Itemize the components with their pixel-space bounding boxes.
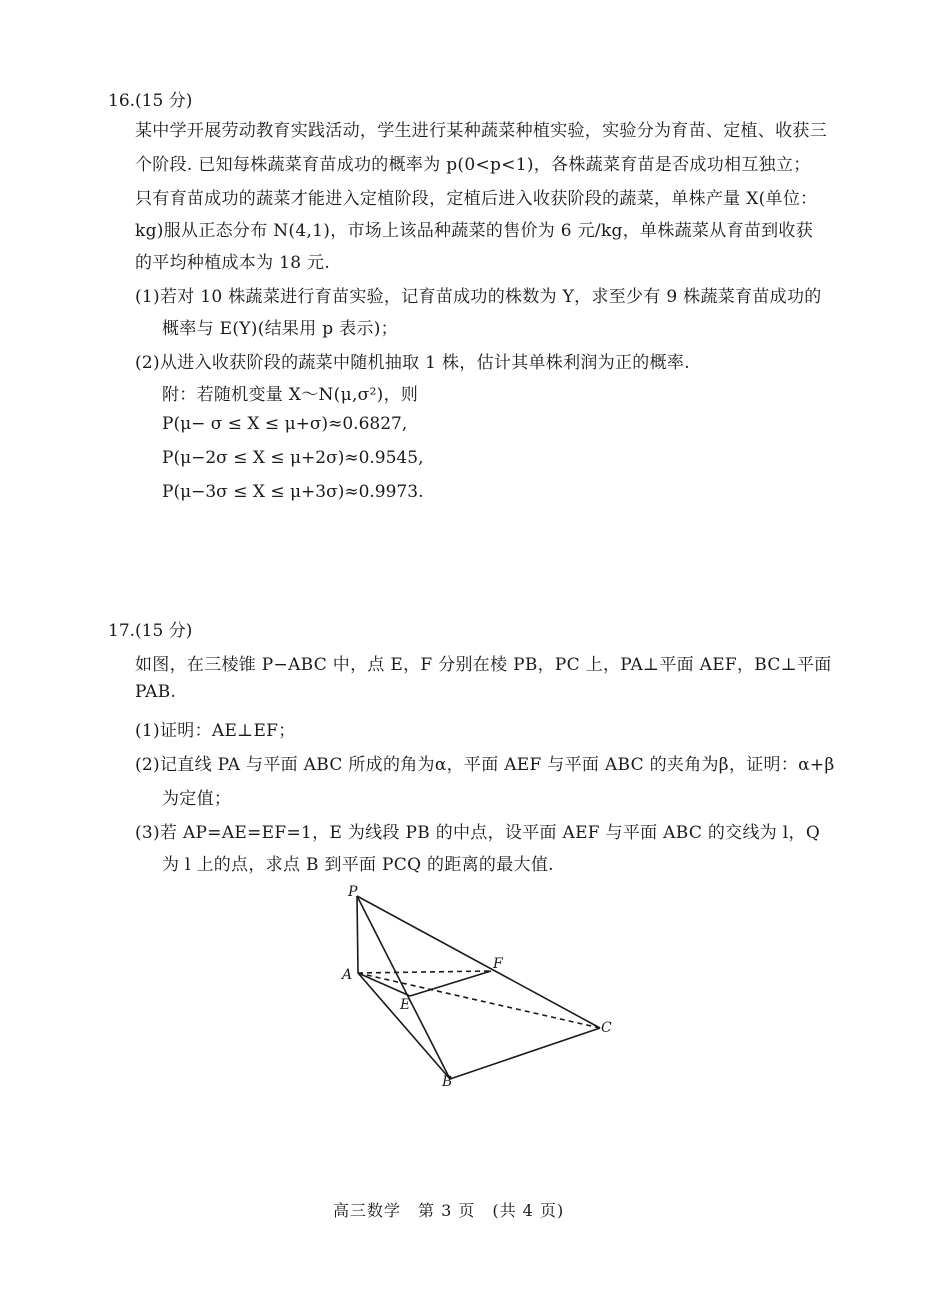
edge-EF <box>410 971 491 996</box>
label-C: C <box>601 1020 612 1036</box>
q16-part1-line-1: (1)若对 10 株蔬菜进行育苗实验，记育苗成功的株数为 Y，求至少有 9 株蔬菜育苗成功的 <box>135 287 822 307</box>
q16-line-5: 的平均种植成本为 18 元. <box>135 253 331 273</box>
label-P: P <box>348 884 358 900</box>
q16-line-4: kg)服从正态分布 N(4,1)，市场上该品种蔬菜的售价为 6 元/kg，单株蔬菜从育苗到收获 <box>135 221 814 241</box>
q16-line-1: 某中学开展劳动教育实践活动，学生进行某种蔬菜种植实验，实验分为育苗、定植、收获三 <box>135 121 827 141</box>
q17-line-1: 如图，在三棱锥 P−ABC 中，点 E，F 分别在棱 PB，PC 上，PA⊥平面 AEF，BC⊥平面 <box>135 655 832 675</box>
edge-AF-hidden <box>358 971 491 973</box>
q16-part2: (2)从进入收获阶段的蔬菜中随机抽取 1 株，估计其单株利润为正的概率. <box>135 353 690 373</box>
pyramid-diagram <box>330 878 630 1088</box>
q16-line-2: 个阶段. 已知每株蔬菜育苗成功的概率为 p(0<p<1)，各株蔬菜育苗是否成功相互独立； <box>135 155 811 175</box>
edge-PA <box>357 896 358 973</box>
q17-part3-line-1: (3)若 AP=AE=EF=1，E 为线段 PB 的中点，设平面 AEF 与平面 ABC 的交线为 l，Q <box>135 823 821 843</box>
edge-PC <box>357 896 600 1028</box>
label-E: E <box>400 997 411 1013</box>
q16-formula-3: P(μ−3σ ≤ X ≤ μ+3σ)≈0.9973. <box>162 482 424 502</box>
q17-part3-line-2: 为 l 上的点，求点 B 到平面 PCQ 的距离的最大值. <box>162 855 554 875</box>
q16-note: 附：若随机变量 X～N(μ,σ²)，则 <box>162 385 419 405</box>
q17-part1: (1)证明：AE⊥EF； <box>135 721 296 741</box>
edge-BC <box>450 1028 600 1079</box>
label-B: B <box>442 1074 453 1088</box>
q16-formula-2: P(μ−2σ ≤ X ≤ μ+2σ)≈0.9545, <box>162 448 424 468</box>
pyramid-figure <box>330 878 630 1088</box>
label-A: A <box>342 967 353 983</box>
page-footer: 高三数学 第 3 页 (共 4 页) <box>333 1201 565 1220</box>
q17-part2-line-1: (2)记直线 PA 与平面 ABC 所成的角为α，平面 AEF 与平面 ABC 的夹角为β，证明：α+β <box>135 755 835 775</box>
q16-formula-1: P(μ− σ ≤ X ≤ μ+σ)≈0.6827, <box>162 414 408 434</box>
q16-part1-line-2: 概率与 E(Y)(结果用 p 表示)； <box>162 319 398 339</box>
q17-line-2: PAB. <box>135 682 177 702</box>
q17-header: 17.(15 分) <box>108 621 193 641</box>
q16-header: 16.(15 分) <box>108 91 193 111</box>
q16-line-3: 只有育苗成功的蔬菜才能进入定植阶段，定植后进入收获阶段的蔬菜，单株产量 X(单位： <box>135 189 818 209</box>
label-F: F <box>493 956 503 972</box>
q17-part2-line-2: 为定值； <box>162 789 232 809</box>
edge-AC-hidden <box>358 973 600 1028</box>
